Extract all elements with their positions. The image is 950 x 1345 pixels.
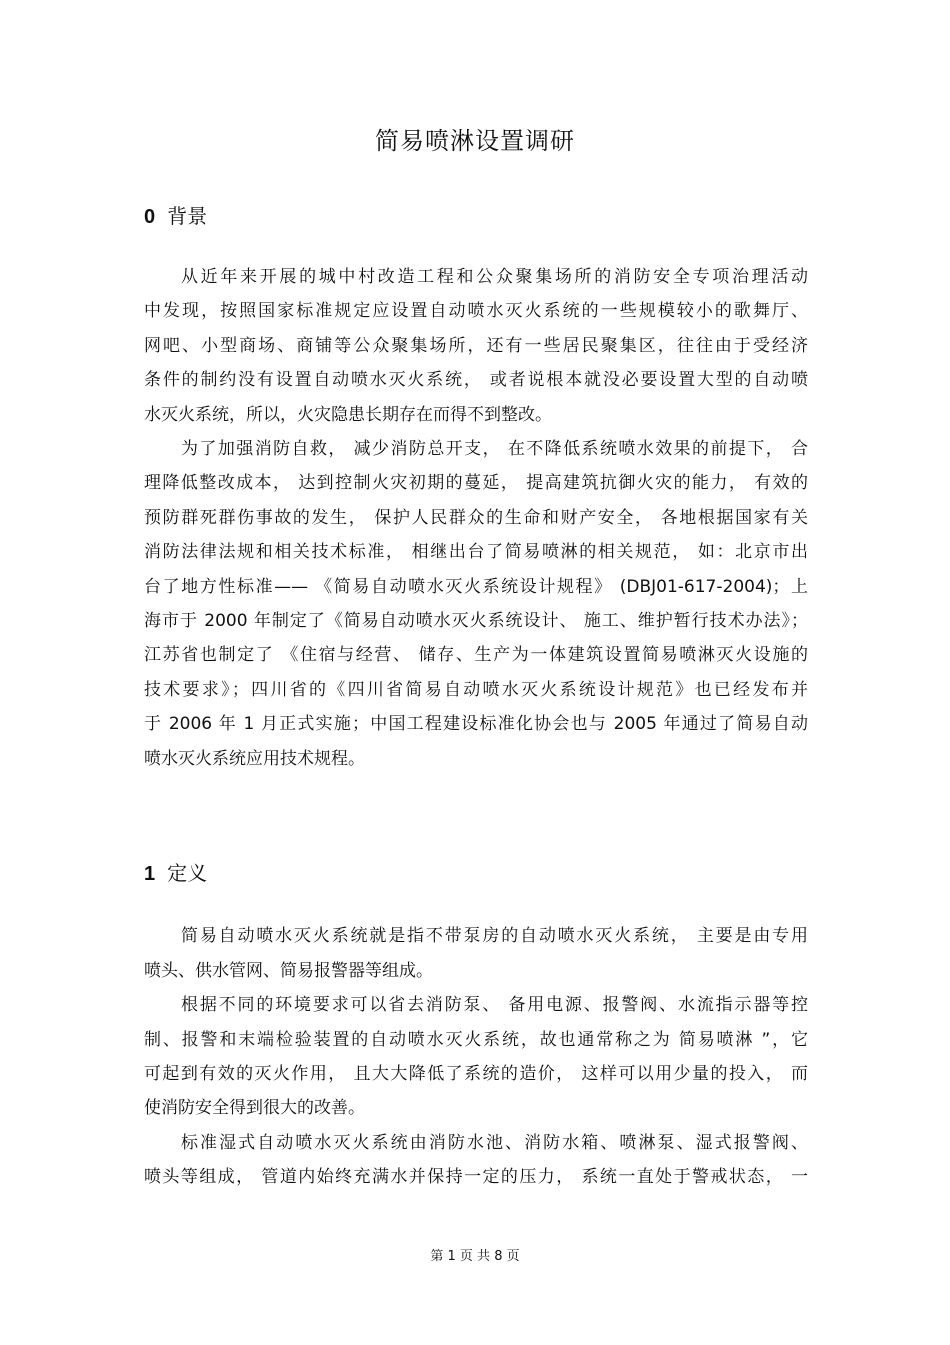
paragraph-line: 预防群死群伤事故的发生， 保护人民群众的生命和财产安全， 各地根据国家有关 <box>144 508 808 528</box>
paragraph-line: 喷头、供水管网、简易报警器等组成。 <box>144 961 433 981</box>
page-footer: 第 1 页 共 8 页 <box>430 1249 520 1264</box>
paragraph-line: 制、报警和末端检验装置的自动喷水灭火系统，故也通常称之为 简易喷淋 ”，它 <box>144 1030 808 1050</box>
paragraph-line: 海市于 2000 年制定了《简易自动喷水灭火系统设计、 施工、维护暂行技术办法》； <box>144 611 808 631</box>
paragraph-line: 标准湿式自动喷水灭火系统由消防水池、消防水箱、喷淋泵、湿式报警阀、 <box>181 1133 808 1153</box>
paragraph-line: 喷水灭火系统应用技术规程。 <box>144 749 365 769</box>
paragraph-line: 喷头等组成， 管道内始终充满水并保持一定的压力， 系统一直处于警戒状态， 一 <box>144 1167 808 1187</box>
section-heading-definition <box>144 860 207 887</box>
paragraph-line: 从近年来开展的城中村改造工程和公众聚集场所的消防安全专项治理活动 <box>181 267 808 287</box>
paragraph-line: 技术要求》；四川省的《四川省简易自动喷水灭火系统设计规范》也已经发布并 <box>144 680 808 700</box>
section-title: 定义 <box>167 861 208 885</box>
paragraph-line: 于 2006 年 1 月正式实施；中国工程建设标准化协会也与 2005 年通过了简易自动 <box>144 714 808 734</box>
paragraph-line: 可起到有效的灭火作用， 且大大降低了系统的造价， 这样可以用少量的投入， 而 <box>144 1064 808 1084</box>
paragraph-line: 台了地方性标准—— 《简易自动喷水灭火系统设计规程》 (DBJ01-617-2004)；上 <box>144 577 808 597</box>
paragraph-line: 为了加强消防自救， 减少消防总开支， 在不降低系统喷水效果的前提下， 合 <box>181 439 808 459</box>
paragraph-line: 网吧、小型商场、商铺等公众聚集场所，还有一些居民聚集区，往往由于受经济 <box>144 336 808 356</box>
paragraph-line: 简易自动喷水灭火系统就是指不带泵房的自动喷水灭火系统， 主要是由专用 <box>181 926 808 946</box>
paragraph-line: 理降低整改成本， 达到控制火灾初期的蔓延， 提高建筑抗御火灾的能力， 有效的 <box>144 473 808 493</box>
paragraph-line: 水灭火系统，所以，火灾隐患长期存在而得不到整改。 <box>144 405 552 425</box>
section-title: 背景 <box>167 204 208 228</box>
section-number: 1 <box>144 863 156 885</box>
paragraph-line: 条件的制约没有设置自动喷水灭火系统， 或者说根本就没必要设置大型的自动喷 <box>144 370 808 390</box>
section-heading-background <box>144 203 207 230</box>
paragraph-line: 使消防安全得到很大的改善。 <box>144 1098 365 1118</box>
paragraph-line: 根据不同的环境要求可以省去消防泵、 备用电源、报警阀、水流指示器等控 <box>181 995 808 1015</box>
document-title: 简易喷淋设置调研 <box>375 127 575 155</box>
paragraph-line: 中发现，按照国家标准规定应设置自动喷水灭火系统的一些规模较小的歌舞厅、 <box>144 301 808 321</box>
paragraph-line: 江苏省也制定了 《住宿与经营、 储存、生产为一体建筑设置简易喷淋灭火设施的 <box>144 645 808 665</box>
section-number: 0 <box>144 206 156 228</box>
paragraph-line: 消防法律法规和相关技术标准， 相继出台了简易喷淋的相关规范， 如：北京市出 <box>144 542 808 562</box>
